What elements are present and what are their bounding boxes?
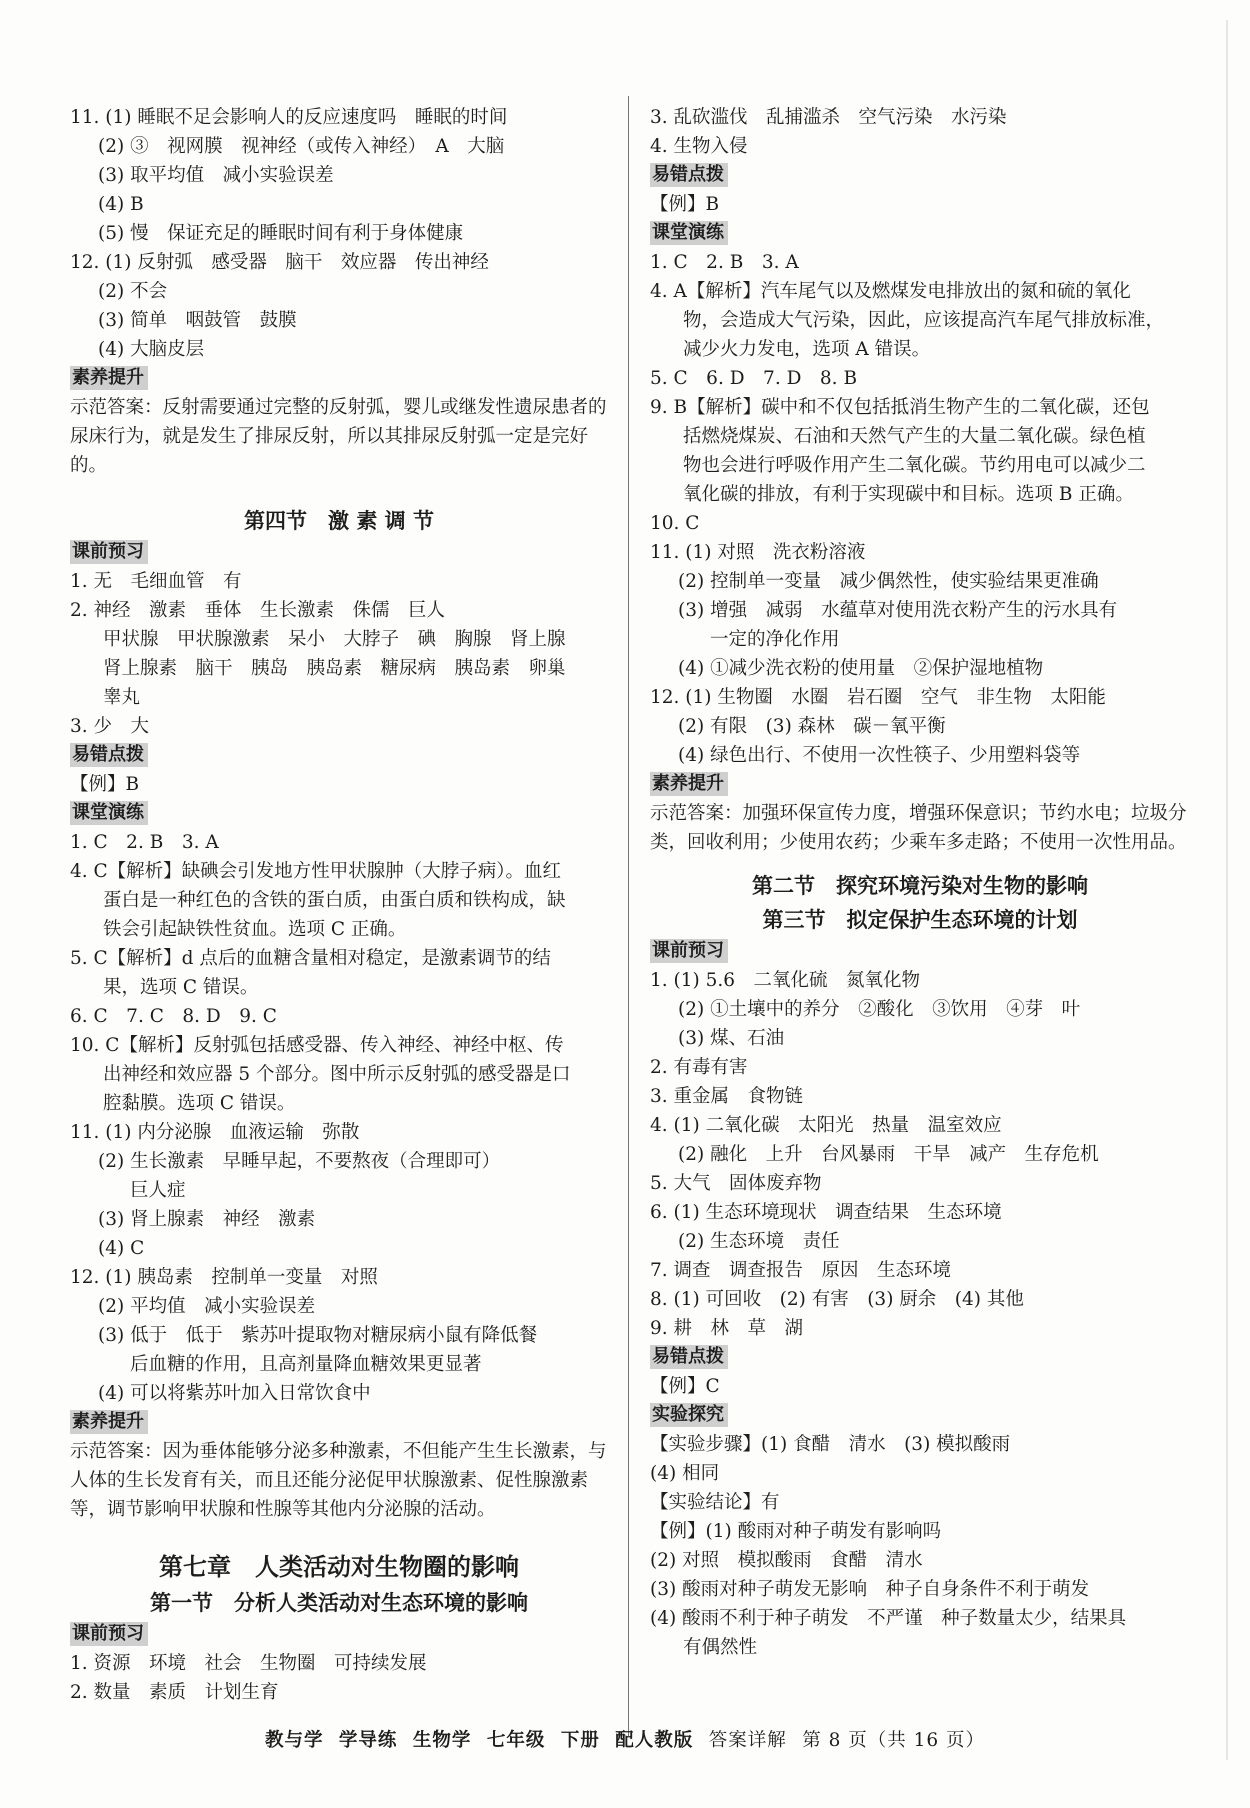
section-heading: 第四节 激 素 调 节 [244, 509, 434, 533]
section-tag: 易错点拨 [70, 743, 148, 767]
answer-line: 9. B【解析】碳中和不仅包括抵消生物产生的二氧化碳，还包 [650, 397, 1150, 418]
answer-line: 4. A【解析】汽车尾气以及燃煤发电排放出的氮和硫的氧化 [650, 281, 1131, 302]
answer-line: 11. (1) 睡眠不足会影响人的反应速度吗 睡眠的时间 [70, 107, 508, 128]
answer-line: 11. (1) 内分泌腺 血液运输 弥散 [70, 1122, 360, 1143]
column-divider [628, 96, 629, 1736]
answer-subline: (4) C [98, 1238, 145, 1259]
section-tag: 课前预习 [70, 540, 148, 564]
answer-line: 4. (1) 二氧化碳 太阳光 热量 温室效应 [650, 1115, 1002, 1136]
answer-subline: (5) 慢 保证充足的睡眠时间有利于身体健康 [98, 223, 464, 244]
footer-section: 答案详解 [708, 1730, 787, 1751]
section-heading: 第一节 分析人类活动对生态环境的影响 [150, 1591, 528, 1615]
section-heading: 第三节 拟定保护生态环境的计划 [762, 908, 1078, 932]
section-tag: 素养提升 [70, 1410, 148, 1434]
answer-subline: (3) 简单 咽鼓管 鼓膜 [98, 310, 297, 331]
section-tag: 易错点拨 [650, 163, 728, 187]
answer-line: 10. C【解析】反射弧包括感受器、传入神经、神经中枢、传 [70, 1035, 564, 1056]
answer-line: 5. C 6. D 7. D 8. B [650, 368, 858, 389]
answer-subline: (2) 生态环境 责任 [678, 1231, 840, 1252]
answer-line: 4. 生物入侵 [650, 136, 748, 157]
answer-subline: 有偶然性 [683, 1637, 758, 1658]
answer-subline: 甲状腺 甲状腺激素 呆小 大脖子 碘 胸腺 肾上腺 [103, 629, 566, 650]
footer-book: 教与学 [264, 1730, 324, 1751]
answer-subline: (2) 控制单一变量 减少偶然性，使实验结果更准确 [678, 571, 1099, 592]
answer-subline: (2) 有限 (3) 森林 碳－氧平衡 [678, 716, 946, 737]
section-tag: 实验探究 [650, 1403, 728, 1427]
answer-line: 2. 有毒有害 [650, 1057, 748, 1078]
answer-subline: 肾上腺素 脑干 胰岛 胰岛素 糖尿病 胰岛素 卵巢 [103, 658, 566, 679]
tag-row [70, 1408, 608, 1437]
section-tag: 素养提升 [70, 366, 148, 390]
answer-line: 1. C 2. B 3. A [650, 252, 799, 273]
answer-subline: (2) 平均值 减小实验误差 [98, 1296, 316, 1317]
answer-subline: 减少火力发电，选项 A 错误。 [683, 339, 931, 360]
answer-subline: (3) 煤、石油 [678, 1028, 785, 1049]
answer-line: 3. 重金属 食物链 [650, 1086, 804, 1107]
answer-subline: (3) 肾上腺素 神经 激素 [98, 1209, 316, 1230]
spacer [70, 1524, 608, 1548]
chapter-heading: 第七章 人类活动对生物圈的影响 [159, 1553, 519, 1581]
answer-line: 【例】(1) 酸雨对种子萌发有影响吗 [650, 1521, 942, 1542]
tag-row [70, 741, 608, 770]
answer-line: 11. (1) 对照 洗衣粉溶液 [650, 542, 866, 563]
left-column [70, 103, 608, 1707]
footer-edition: 配人教版 [615, 1730, 694, 1751]
answer-subline: (2) 生长激素 早睡早起，不要熬夜（合理即可） [98, 1151, 501, 1172]
footer-subject: 生物学 [412, 1730, 472, 1751]
tag-row [650, 1401, 1190, 1430]
footer-grade: 七年级 [486, 1730, 546, 1751]
answer-subline: (4) ①减少洗衣粉的使用量 ②保护湿地植物 [678, 658, 1044, 679]
tag-row [70, 799, 608, 828]
answer-line: (3) 酸雨对种子萌发无影响 种子自身条件不利于萌发 [650, 1579, 1090, 1600]
section-tag: 素养提升 [650, 772, 728, 796]
answer-subline: (2) 不会 [98, 281, 168, 302]
page-edge-line [1226, 20, 1228, 1760]
section-tag: 课堂演练 [650, 221, 728, 245]
tag-row [650, 219, 1190, 248]
answer-line: 1. (1) 5.6 二氧化硫 氮氧化物 [650, 970, 921, 991]
spacer [70, 480, 608, 504]
answer-subline: 出神经和效应器 5 个部分。图中所示反射弧的感受器是口 [103, 1064, 571, 1085]
answer-line: 12. (1) 生物圈 水圈 岩石圈 空气 非生物 太阳能 [650, 687, 1106, 708]
answer-subline: 巨人症 [130, 1180, 186, 1201]
answer-line: 5. 大气 固体废弃物 [650, 1173, 822, 1194]
tag-row [70, 1620, 608, 1649]
answer-subline: 物，会造成大气污染，因此，应该提高汽车尾气排放标准， [683, 310, 1165, 331]
footer-page-number: 第 8 页（共 16 页） [802, 1730, 986, 1751]
answer-subline: 物也会进行呼吸作用产生二氧化碳。节约用电可以减少二 [683, 455, 1146, 476]
answer-line: 1. 无 毛细血管 有 [70, 571, 242, 592]
footer-series: 学导练 [338, 1730, 398, 1751]
answer-line: 【实验结论】有 [650, 1492, 780, 1513]
answer-subline: 氧化碳的排放，有利于实现碳中和目标。选项 B 正确。 [683, 484, 1134, 505]
answer-line: 【实验步骤】(1) 食醋 清水 (3) 模拟酸雨 [650, 1434, 1011, 1455]
tag-row [650, 161, 1190, 190]
page-footer [0, 1726, 1250, 1752]
answer-line: 【例】C [650, 1376, 720, 1397]
answer-line: 7. 调查 调查报告 原因 生态环境 [650, 1260, 952, 1281]
section-tag: 课前预习 [70, 1622, 148, 1646]
answer-subline: (4) B [98, 194, 144, 215]
answer-line: 3. 乱砍滥伐 乱捕滥杀 空气污染 水污染 [650, 107, 1007, 128]
answer-line: 6. (1) 生态环境现状 调查结果 生态环境 [650, 1202, 1002, 1223]
tag-row [650, 937, 1190, 966]
answer-line: 2. 数量 素质 计划生育 [70, 1682, 279, 1703]
answer-subline: (3) 取平均值 减小实验误差 [98, 165, 334, 186]
answer-paragraph: 示范答案：因为垂体能够分泌多种激素，不但能产生生长激素，与人体的生长发育有关，而且还能分泌促甲状腺激素、促性腺激素等，调节影响甲状腺和性腺等其他内分泌腺的活动。 [70, 1441, 607, 1520]
spacer [650, 857, 1190, 869]
answer-line: 【例】B [70, 774, 140, 795]
answer-paragraph: 示范答案：反射需要通过完整的反射弧，婴儿或继发性遗尿患者的尿床行为，就是发生了排尿反射，所以其排尿反射弧一定是完好的。 [70, 397, 607, 476]
answer-line: 8. (1) 可回收 (2) 有害 (3) 厨余 (4) 其他 [650, 1289, 1024, 1310]
answer-subline: (2) ①土壤中的养分 ②酸化 ③饮用 ④芽 叶 [678, 999, 1081, 1020]
tag-row [70, 538, 608, 567]
answer-line: 2. 神经 激素 垂体 生长激素 侏儒 巨人 [70, 600, 446, 621]
answer-line: 5. C【解析】d 点后的血糖含量相对稳定，是激素调节的结 [70, 948, 551, 969]
section-heading: 第二节 探究环境污染对生物的影响 [752, 874, 1088, 898]
answer-line: 12. (1) 反射弧 感受器 脑干 效应器 传出神经 [70, 252, 489, 273]
answer-line: 4. C【解析】缺碘会引发地方性甲状腺肿（大脖子病）。血红 [70, 861, 561, 882]
answer-subline: (3) 增强 减弱 水蕴草对使用洗衣粉产生的污水具有 [678, 600, 1118, 621]
answer-subline: 腔黏膜。选项 C 错误。 [103, 1093, 296, 1114]
right-column [650, 103, 1190, 1662]
answer-subline: 一定的净化作用 [710, 629, 840, 650]
answer-subline: 铁会引起缺铁性贫血。选项 C 正确。 [103, 919, 407, 940]
answer-line: 12. (1) 胰岛素 控制单一变量 对照 [70, 1267, 378, 1288]
answer-subline: (4) 可以将紫苏叶加入日常饮食中 [98, 1383, 371, 1404]
section-tag: 课堂演练 [70, 801, 148, 825]
answer-subline: (2) 融化 上升 台风暴雨 干旱 减产 生存危机 [678, 1144, 1099, 1165]
answer-subline: (2) ③ 视网膜 视神经（或传入神经） A 大脑 [98, 136, 505, 157]
section-tag: 易错点拨 [650, 1345, 728, 1369]
answer-line: (4) 酸雨不利于种子萌发 不严谨 种子数量太少，结果具 [650, 1608, 1127, 1629]
answer-subline: (4) 大脑皮层 [98, 339, 205, 360]
answer-line: (4) 相同 [650, 1463, 720, 1484]
tag-row [650, 1343, 1190, 1372]
section-tag: 课前预习 [650, 939, 728, 963]
answer-line: 10. C [650, 513, 700, 534]
answer-subline: 果，选项 C 错误。 [103, 977, 259, 998]
answer-line: 【例】B [650, 194, 720, 215]
answer-subline: 睾丸 [103, 687, 141, 708]
answer-line: 3. 少 大 [70, 716, 150, 737]
answer-line: (2) 对照 模拟酸雨 食醋 清水 [650, 1550, 923, 1571]
answer-subline: 括燃烧煤炭、石油和天然气产生的大量二氧化碳。绿色植 [683, 426, 1146, 447]
answer-subline: (4) 绿色出行、不使用一次性筷子、少用塑料袋等 [678, 745, 1081, 766]
answer-line: 6. C 7. C 8. D 9. C [70, 1006, 277, 1027]
answer-subline: 蛋白是一种红色的含铁的蛋白质，由蛋白质和铁构成，缺 [103, 890, 566, 911]
footer-term: 下册 [560, 1730, 600, 1751]
tag-row [650, 770, 1190, 799]
tag-row [70, 364, 608, 393]
answer-subline: 后血糖的作用，且高剂量降血糖效果更显著 [130, 1354, 482, 1375]
answer-paragraph: 示范答案：加强环保宣传力度，增强环保意识；节约水电；垃圾分类，回收利用；少使用农药；少乘车多走路；不使用一次性用品。 [650, 803, 1187, 853]
answer-line: 1. C 2. B 3. A [70, 832, 219, 853]
answer-subline: (3) 低于 低于 紫苏叶提取物对糖尿病小鼠有降低餐 [98, 1325, 538, 1346]
answer-line: 9. 耕 林 草 湖 [650, 1318, 804, 1339]
answer-line: 1. 资源 环境 社会 生物圈 可持续发展 [70, 1653, 427, 1674]
